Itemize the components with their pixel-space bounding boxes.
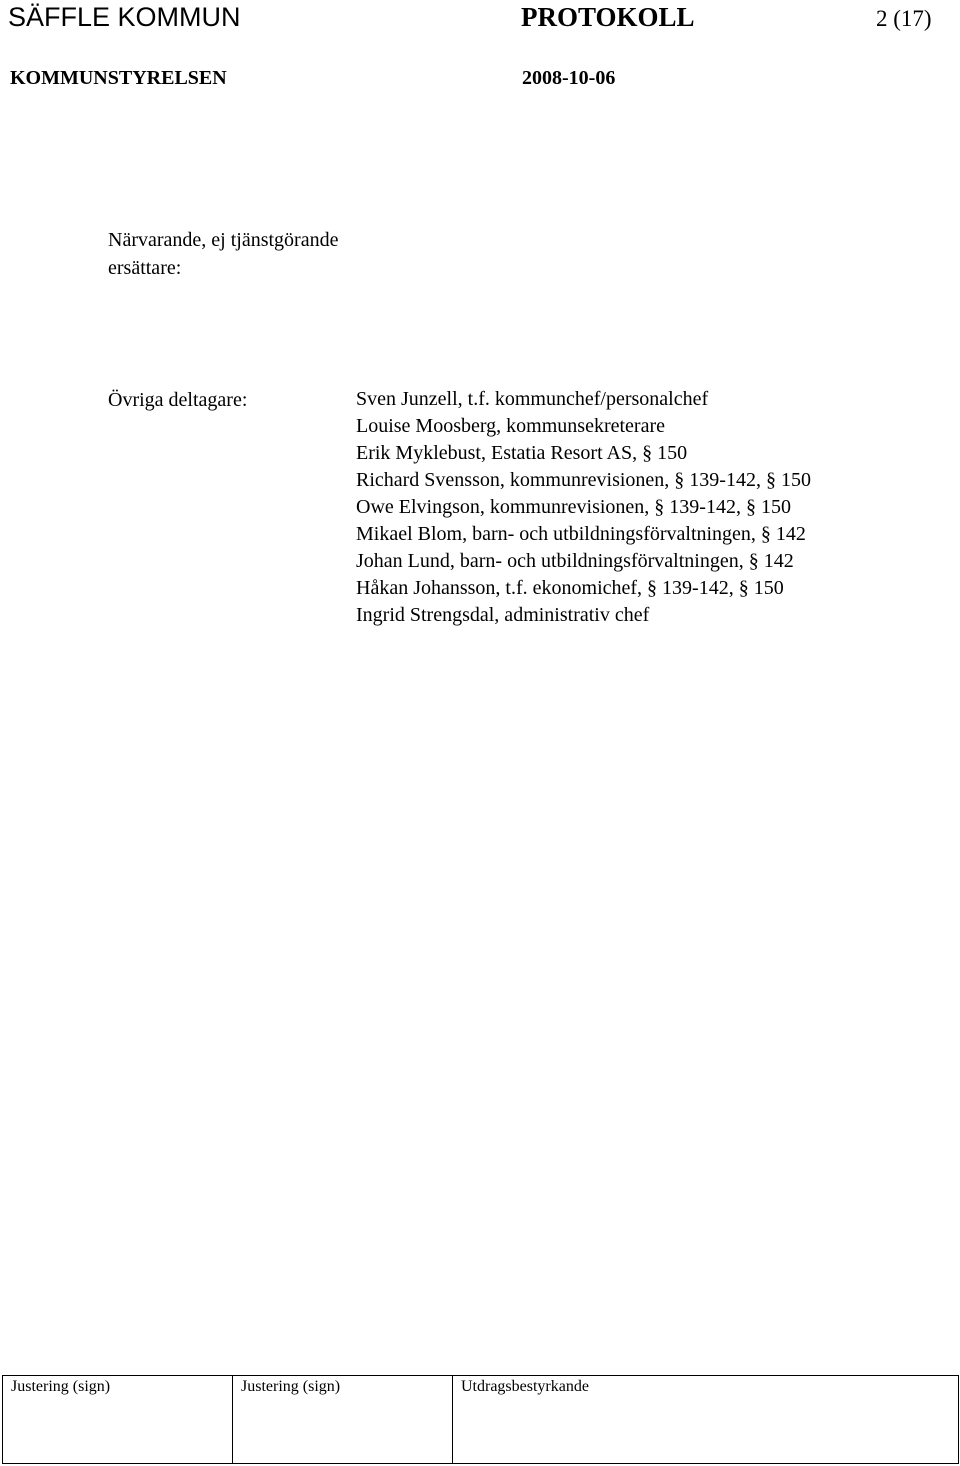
signature-cell-justering-1 [3, 1376, 233, 1463]
signature-box [2, 1375, 959, 1464]
participant-item: Ingrid Strengsdal, administrativ chef [356, 604, 650, 626]
participant-item: Louise Moosberg, kommunsekreterare [356, 415, 665, 437]
signature-cell-utdragsbestyrkande [453, 1376, 958, 1463]
signature-cell-label: Justering (sign) [241, 1378, 341, 1395]
participant-item: Erik Myklebust, Estatia Resort AS, § 150 [356, 442, 688, 464]
document-type: PROTOKOLL [521, 2, 695, 32]
participant-item: Håkan Johansson, t.f. ekonomichef, § 139-142, § 150 [356, 577, 784, 599]
participant-item: Owe Elvingson, kommunrevisionen, § 139-142, § 150 [356, 496, 791, 518]
other-participants-list [356, 386, 811, 629]
present-substitutes-label-line1: Närvarande, ej tjänstgörande [108, 229, 339, 251]
page-number: 2 (17) [876, 6, 932, 31]
present-substitutes-label [108, 226, 408, 282]
participant-item: Johan Lund, barn- och utbildningsförvaltningen, § 142 [356, 550, 794, 572]
present-substitutes-label-line2: ersättare: [108, 257, 182, 279]
meeting-date: 2008-10-06 [522, 67, 616, 89]
signature-cell-label: Justering (sign) [11, 1378, 111, 1395]
participant-item: Mikael Blom, barn- och utbildningsförvaltningen, § 142 [356, 523, 806, 545]
signature-cell-justering-2 [233, 1376, 453, 1463]
other-participants-label: Övriga deltagare: [108, 389, 248, 411]
signature-cell-label: Utdragsbestyrkande [461, 1378, 589, 1395]
participant-item: Richard Svensson, kommunrevisionen, § 139-142, § 150 [356, 469, 811, 491]
participant-item: Sven Junzell, t.f. kommunchef/personalchef [356, 388, 709, 410]
municipality-name: SÄFFLE KOMMUN [8, 2, 241, 32]
board-name: KOMMUNSTYRELSEN [10, 67, 227, 89]
